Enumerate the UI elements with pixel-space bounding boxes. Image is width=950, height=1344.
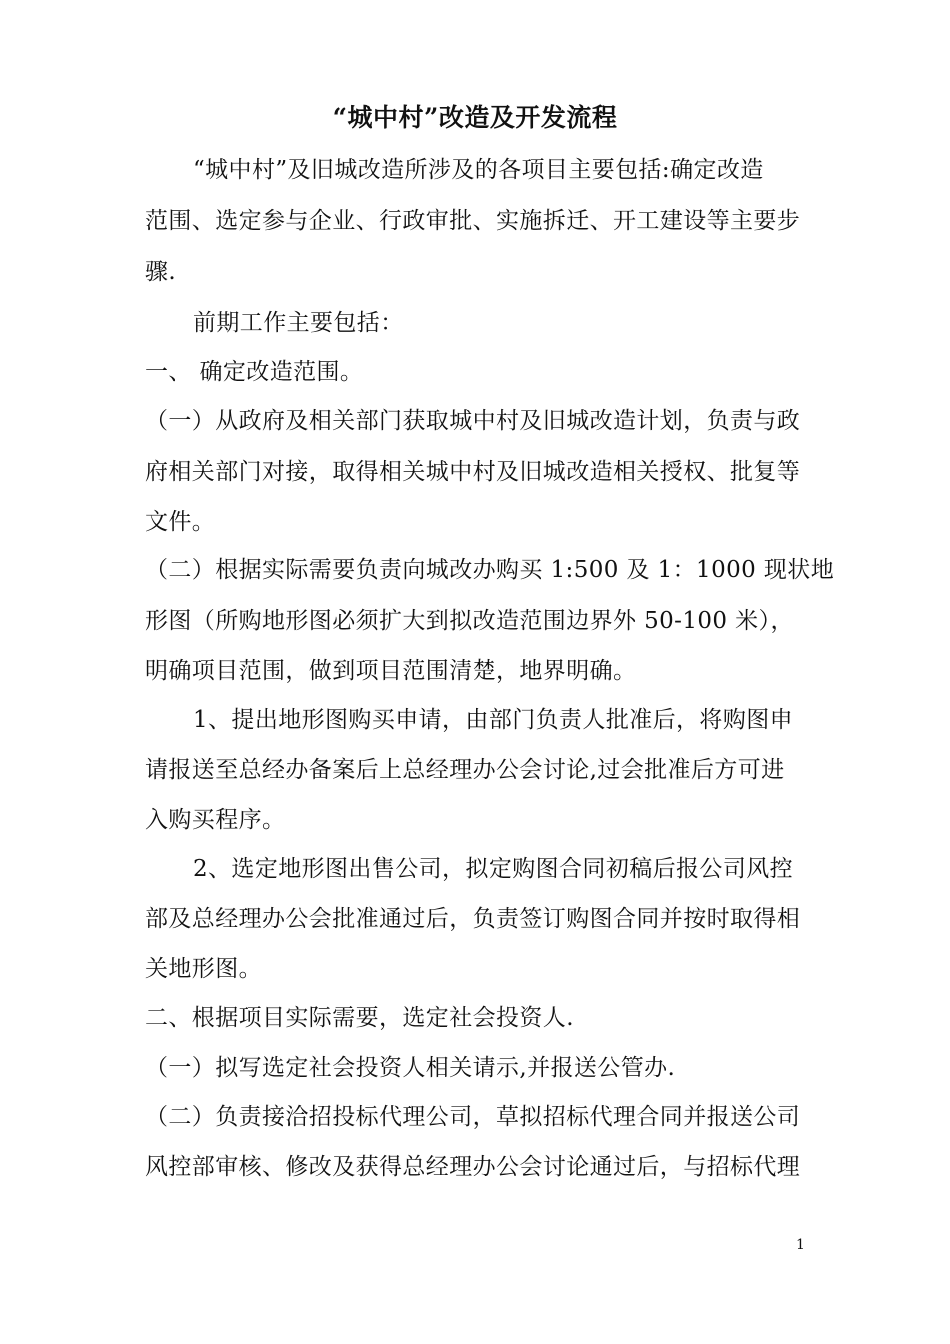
- paragraph-line: 风控部审核、修改及获得总经理办公会讨论通过后，与招标代理: [145, 1154, 801, 1180]
- section-heading: 二、根据项目实际需要，选定社会投资人.: [145, 1005, 574, 1031]
- paragraph-line: （一）拟写选定社会投资人相关请示,并报送公管办.: [145, 1055, 676, 1081]
- paragraph-line: （二）根据实际需要负责向城改办购买 1:500 及 1：1000 现状地: [145, 557, 835, 583]
- paragraph-line: 关地形图。: [145, 956, 262, 982]
- paragraph-line: 范围、选定参与企业、行政审批、实施拆迁、开工建设等主要步: [145, 208, 801, 234]
- document-title: “城中村”改造及开发流程: [332, 103, 618, 132]
- paragraph-line: 形图（所购地形图必须扩大到拟改造范围边界外 50-100 米），: [145, 608, 794, 634]
- paragraph-line: （二）负责接洽招投标代理公司，草拟招标代理合同并报送公司: [145, 1104, 801, 1130]
- paragraph-line: 骤.: [145, 259, 177, 285]
- paragraph-line: 明确项目范围，做到项目范围清楚，地界明确。: [145, 658, 637, 684]
- paragraph-line: 1、提出地形图购买申请，由部门负责人批准后，将购图申: [193, 707, 794, 733]
- section-heading: 一、 确定改造范围。: [145, 359, 364, 385]
- paragraph-line: 入购买程序。: [145, 807, 286, 833]
- paragraph-line: （一）从政府及相关部门获取城中村及旧城改造计划，负责与政: [145, 408, 801, 434]
- paragraph-line: 部及总经理办公会批准通过后，负责签订购图合同并按时取得相: [145, 906, 801, 932]
- paragraph-line: 2、选定地形图出售公司，拟定购图合同初稿后报公司风控: [193, 856, 794, 882]
- paragraph-line: 府相关部门对接，取得相关城中村及旧城改造相关授权、批复等: [145, 459, 801, 485]
- paragraph-line: 前期工作主要包括：: [193, 310, 404, 336]
- paragraph-line: 请报送至总经办备案后上总经理办公会讨论,过会批准后方可进: [145, 757, 785, 783]
- paragraph-line: “城中村”及旧城改造所涉及的各项目主要包括:确定改造: [193, 157, 764, 183]
- page-number: 1: [796, 1237, 805, 1253]
- paragraph-line: 文件。: [145, 509, 216, 535]
